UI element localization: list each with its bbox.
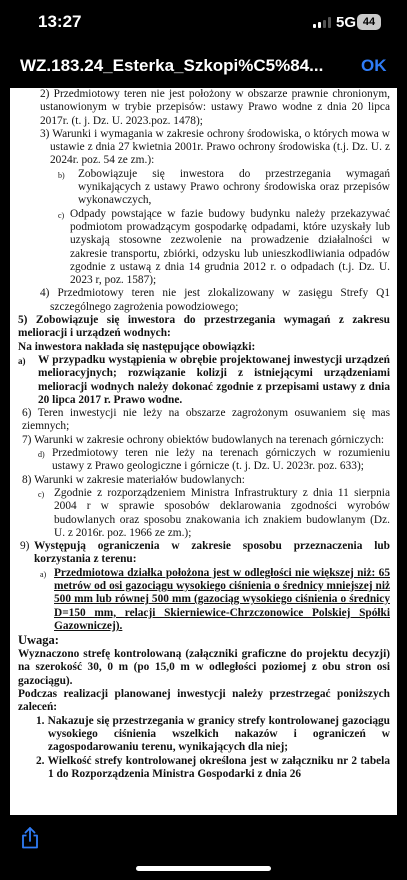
paragraph-5: 5) Zobowiązuje się inwestora do przestrzegania wymagań z zakresu melioracji i urządzeń wodnych: <box>18 314 390 340</box>
battery-icon <box>357 14 381 30</box>
paragraph-7: 7) Warunki w zakresie ochrony obiektów budowlanych na terenach górniczych: <box>22 433 385 446</box>
uwaga-heading: Uwaga: <box>18 633 59 648</box>
paragraph-text: Występują ograniczenia w zakresie sposobu przeznaczenia lub korzystania z terenu: <box>34 540 390 566</box>
share-icon-glyph <box>20 827 40 849</box>
document-page[interactable] <box>10 88 397 815</box>
list-marker: c) <box>38 489 45 499</box>
list-text: W przypadku wystąpienia w obrębie projektowanej inwestycji urządzeń melioracyjnych; rozwiązanie kolizji z istniejącymi urządzeniami melioracji wodnych należy dokonać zgodnie z przepisami ustawy z dnia 20 lipca 2017 r. Prawo wodne. <box>38 353 390 406</box>
uwaga-text: Wyznaczono strefę kontrolowaną (załączniki graficzne do projektu decyzji) na szerokość 30, 0 m (po 15,0 m w odległości poziomej z obu stron osi gazociągu). <box>18 648 390 687</box>
ok-button[interactable]: OK <box>361 56 387 75</box>
document-title: WZ.183.24_Esterka_Szkopi%C5%84... <box>20 56 324 75</box>
list-marker: c) <box>58 210 65 220</box>
list-item-3c <box>56 208 390 288</box>
paragraph-4: 4) Przedmiotowy teren nie jest zlokalizowany w zasięgu Strefy Q1 szczególnego zagrożenia powodziowego; <box>40 287 390 313</box>
recommendation-2: 2. Wielkość strefy kontrolowanej określona jest w załączniku nr 2 tabela 1 do Rozporządzenia Ministra Gospodarki z dnia 26 <box>36 754 390 780</box>
paragraph-9 <box>20 540 390 567</box>
list-marker: b) <box>58 170 65 180</box>
recommendations-intro: Podczas realizacji planowanej inwestycji należy przestrzegać poniższych zaleceń: <box>18 688 390 714</box>
cellular-signal-icon <box>313 17 331 28</box>
title-bar <box>0 46 407 88</box>
paragraph-6: 6) Teren inwestycji nie leży na obszarze zagrożonym osuwaniem się mas ziemnych; <box>22 407 390 433</box>
list-text: Zobowiązuje się inwestora do przestrzegania wymagań wynikających z ustawy Prawo ochrony środowiska oraz przepisów wykonawczych, <box>78 167 390 207</box>
list-item-5a <box>18 354 390 407</box>
network-type: 5G <box>336 14 357 31</box>
paragraph-5-intro: Na inwestora nakłada się następujące obowiązki: <box>18 340 256 353</box>
status-bar <box>0 0 407 46</box>
list-item-3b <box>56 168 390 208</box>
list-marker: d) <box>38 450 45 460</box>
list-marker: a) <box>40 569 47 579</box>
status-time: 13:27 <box>38 12 82 31</box>
recommendation-1: 1. Nakazuje się przestrzegania w granicy strefy kontrolowanej gazociągu wysokiego ciśnienia wszelkich nakazów i ograniczeń w zagospodarowaniu terenu, wynikających dla niej; <box>36 714 390 754</box>
list-text: Przedmiotowy teren nie leży na terenach górniczych w rozumieniu ustawy z Prawo geologiczne i górnicze (t. j. Dz. U. 2023r. poz. 633); <box>52 447 390 473</box>
paragraph-2: 2) Przedmiotowy teren nie jest położony w obszarze prawnie chronionym, ustanowionym w trybie przepisów: ustawy Prawo wodne z dnia 20 lipca 2017r. (t. j. Dz. U. 2023.poz. 1478); <box>40 88 390 127</box>
paragraph-3: 3) Warunki i wymagania w zakresie ochrony środowiska, o których mowa w ustawie z dnia 27 kwietnia 2001r. Prawo ochrony środowiska (t.j. Dz. U. z 2024r. poz. 54 ze zm.): <box>40 127 390 167</box>
list-text: Zgodnie z rozporządzeniem Ministra Infrastruktury z dnia 11 sierpnia 2004 r w sprawie sposobów deklarowania zgodności wyrobów budowlanych oraz sposobu znakowania ich znakiem budowlanym (Dz. U. z 2016r. poz. 1966 ze zm.); <box>54 486 390 539</box>
battery-level: 44 <box>362 16 376 28</box>
list-text: Przedmiotowa działka położona jest w odległości nie większej niż: 65 metrów od osi gazociągu wysokiego ciśnienia o średnicy mniejszej niż 500 mm lub równej 500 mm (gazociąg wysokiego ciśnienia o średnicy D=150 mm, relacji Skierniewice-Chrzczonowice Polskiej Spółki Gazowniczej). <box>54 566 390 632</box>
list-item-9a <box>40 567 390 633</box>
document-text <box>18 88 390 781</box>
paragraph-8: 8) Warunki w zakresie materiałów budowlanych: <box>22 473 245 486</box>
list-text: Odpady powstające w fazie budowy budynku należy przekazywać podmiotom prowadzącym gospodarkę odpadami, które uzyskały lub uzyskają stosowne zezwolenie na prowadzenie działalności w zakresie transportu, zbiórki, odzysku lub unieszkodliwiania odpadów zgodnie z ustawą z dnia 14 grudnia 2012 r. o odpadach (t.j. Dz. U. 2023 r, poz. 1587); <box>70 207 390 287</box>
list-item-8c <box>36 487 390 540</box>
home-indicator <box>136 866 271 871</box>
share-icon[interactable] <box>20 827 40 849</box>
list-item-7d <box>36 447 390 474</box>
list-marker: a) <box>18 355 26 366</box>
paragraph-number: 9) <box>20 540 30 553</box>
